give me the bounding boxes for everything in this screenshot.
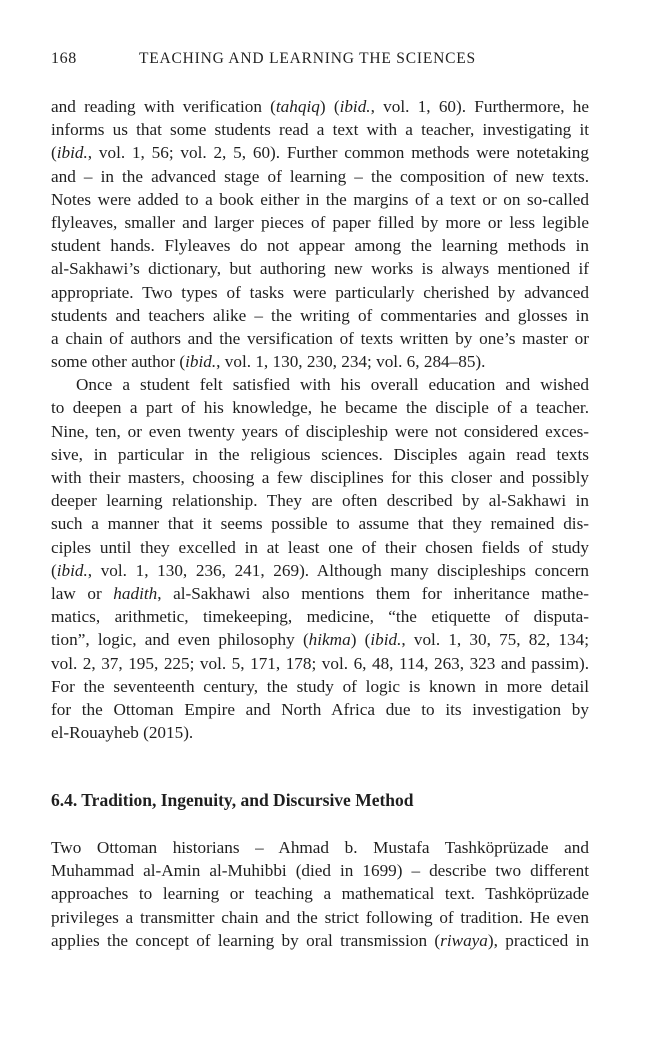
text-line: sive, in particular in the religious sciences. Disciples again read texts: [51, 444, 589, 464]
text-line: Two Ottoman historians – Ahmad b. Mustafa Tashköprüzade and: [51, 838, 589, 857]
text-line: informs us that some students read a text with a teacher, investigating it: [51, 120, 589, 140]
paragraph-1: [51, 95, 589, 744]
running-title: TEACHING AND LEARNING THE SCIENCES: [139, 50, 476, 67]
text-line: Muhammad al-Amin al-Muhibbi (died in 1699) – describe two different: [51, 861, 589, 881]
text-line: Once a student felt satisfied with his overall education and wished: [76, 375, 589, 395]
text-line: el-Rouayheb (2015).: [51, 723, 194, 743]
text-line: ciples until they excelled in at least one of their chosen fields of study: [51, 537, 589, 557]
text-line: such a manner that it seems possible to assume that they remained dis-: [51, 514, 589, 534]
text-line: (ibid., vol. 1, 130, 236, 241, 269). Although many discipleships concern: [51, 560, 589, 580]
text-line: Notes were added to a book either in the margins of a text or on so-called: [51, 189, 589, 209]
text-line: privileges a transmitter chain and the strict following of tradition. He even: [51, 907, 589, 927]
text-line: applies the concept of learning by oral transmission (riwaya), practiced in: [51, 930, 589, 950]
text-line: Nine, ten, or even twenty years of discipleship were not considered exces-: [51, 421, 589, 441]
text-line: flyleaves, smaller and larger pieces of paper filled by more or less legible: [51, 212, 589, 232]
text-line: For the seventeenth century, the study of logic is known in more detail: [51, 676, 589, 696]
text-line: law or hadith, al-Sakhawi also mentions them for inheritance mathe-: [51, 583, 589, 603]
text-line: matics, arithmetic, timekeeping, medicine, “the etiquette of disputa-: [51, 607, 589, 627]
text-line: (ibid., vol. 1, 56; vol. 2, 5, 60). Further common methods were notetaking: [51, 143, 589, 163]
text-line: tion”, logic, and even philosophy (hikma) (ibid., vol. 1, 30, 75, 82, 134;: [51, 630, 589, 650]
running-header: [51, 50, 589, 68]
text-line: for the Ottoman Empire and North Africa due to its investigation by: [51, 699, 589, 719]
text-line: students and teachers alike – the writing of commentaries and glosses in: [51, 305, 589, 325]
text-line: a chain of authors and the versification of texts written by one’s master or: [51, 328, 589, 348]
paragraph-3: [51, 836, 589, 952]
page-number: 168: [51, 50, 77, 67]
text-line: approaches to learning or teaching a mathematical text. Tashköprüzade: [51, 884, 589, 904]
text-line: to deepen a part of his knowledge, he became the disciple of a teacher.: [51, 398, 589, 418]
section-heading: 6.4. Tradition, Ingenuity, and Discursive Method: [51, 790, 414, 810]
text-line: with their masters, choosing a few disciplines for this closer and possibly: [51, 468, 589, 487]
text-line: vol. 2, 37, 195, 225; vol. 5, 171, 178; vol. 6, 48, 114, 263, 323 and passim).: [51, 653, 589, 673]
text-line: some other author (ibid., vol. 1, 130, 230, 234; vol. 6, 284–85).: [51, 352, 486, 372]
text-line: and – in the advanced stage of learning – the composition of new texts.: [51, 166, 589, 186]
text-line: student hands. Flyleaves do not appear among the learning methods in: [51, 236, 589, 256]
text-line: deeper learning relationship. They are often described by al-Sakhawi in: [51, 491, 589, 511]
text-line: and reading with verification (tahqiq) (ibid., vol. 1, 60). Furthermore, he: [51, 97, 590, 116]
text-line: appropriate. Two types of tasks were particularly cherished by advanced: [51, 282, 589, 302]
text-line: al-Sakhawi’s dictionary, but authoring new works is always mentioned if: [51, 259, 589, 279]
